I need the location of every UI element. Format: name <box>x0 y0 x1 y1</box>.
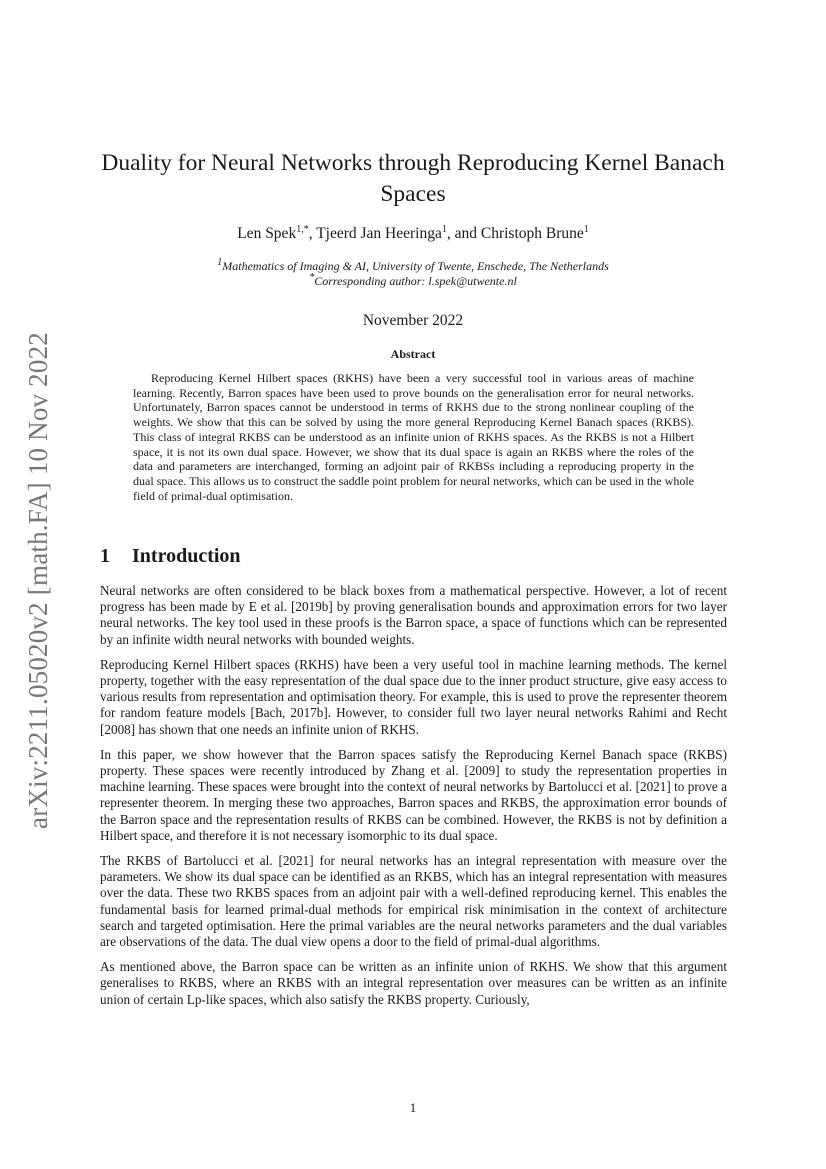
corresponding-author-line <box>88 274 738 289</box>
body-paragraph: In this paper, we show however that the Barron spaces satisfy the Reproducing Kernel Banach space (RKBS) property. These spaces were recently introduced by Zhang et al. [2009] to study the representation properties in machine learning. These spaces were brought into the context of neural networks by Bartolucci et al. [2021] to prove a representer theorem. In merging these two approaches, Barron spaces and RKBS, the approximation error bounds of the Barron space and the representation results of RKBS can be combined. However, the RKBS is not by definition a Hilbert space, and therefore it is not necessary isomorphic to its dual space. <box>100 746 727 843</box>
publication-date: November 2022 <box>362 312 464 329</box>
affiliation-mark: 1 <box>217 257 223 268</box>
corresponding-mark: * <box>309 272 315 283</box>
body-paragraph: As mentioned above, the Barron space can be written as an infinite union of RKHS. We show that this argument generalises to RKBS, where an RKBS with an integral representation over measures can be written as an infinite union of certain Lp-like spaces, which also satisfy the RKBS property. Curiously, <box>100 959 727 1007</box>
body-paragraph: Neural networks are often considered to be black boxes from a mathematical perspective. However, a lot of recent progress has been made by E et al. [2019b] by proving generalisation bounds and approximation errors for two layer neural networks. The key tool used in these proofs is the Barron space, a space of functions which can be represented by an infinite width neural networks with bounded weights. <box>100 583 727 647</box>
author-separator: , <box>308 225 317 242</box>
author-affiliation-mark: 1 <box>583 223 589 235</box>
author-affiliation-mark: 1 <box>441 223 447 235</box>
section-heading <box>100 545 241 568</box>
author-separator: , and <box>446 225 481 242</box>
affiliation-text: Mathematics of Imaging & AI, University of Twente, Enschede, The Netherlands <box>222 259 609 273</box>
arxiv-sidebar <box>18 310 58 850</box>
author-list <box>88 225 738 243</box>
affiliation-line <box>88 259 738 274</box>
author-name: Len Spek <box>237 225 297 242</box>
corresponding-author-text[interactable]: Corresponding author: l.spek@utwente.nl <box>314 274 517 288</box>
body-paragraph: Reproducing Kernel Hilbert spaces (RKHS) have been a very useful tool in machine learning methods. The kernel property, together with the easy representation of the dual space due to the inner product structure, give easy access to various results from representation and optimisation theory. For example, this is used to prove the representer theorem for random feature models [Bach, 2017b]. However, to consider full two layer neural networks Rahimi and Recht [2008] has shown that one needs an infinite union of RKHS. <box>100 656 727 737</box>
arxiv-identifier[interactable]: arXiv:2211.05020v2 [math.FA] 10 Nov 2022 <box>22 331 53 829</box>
author-name: Christoph Brune <box>480 225 584 242</box>
section-title: Introduction <box>132 545 241 567</box>
section-body <box>100 583 727 1017</box>
abstract-text: Reproducing Kernel Hilbert spaces (RKHS) have been a very successful tool in various areas of machine learning. Recently, Barron spaces have been used to prove bounds on the generalisation error for neural networks. Unfortunately, Barron spaces cannot be understood in terms of RKHS due to the strong nonlinear coupling of the weights. We show that this can be solved by using the more general Reproducing Kernel Banach spaces (RKBS). This class of integral RKBS can be understood as an infinite union of RKHS spaces. As the RKBS is not a Hilbert space, it is not its own dual space. However, we show that its dual space is again an RKBS where the roles of the data and parameters are interchanged, forming an adjoint pair of RKBSs including a reproducing property in the dual space. This allows us to construct the saddle point problem for neural networks, which can be used in the whole field of primal-dual optimisation. <box>133 371 694 503</box>
page-number: 1 <box>409 1100 417 1115</box>
author-affiliation-mark: 1,* <box>296 223 309 235</box>
author-name: Tjeerd Jan Heeringa <box>316 225 442 242</box>
abstract-heading: Abstract <box>390 347 436 361</box>
affiliation-block <box>88 259 738 289</box>
body-paragraph: The RKBS of Bartolucci et al. [2021] for neural networks has an integral representation with measure over the parameters. We show its dual space can be identified as an RKBS, which has an integral representation with measures over the data. These two RKBS spaces from an adjoint pair with a well-defined reproducing kernel. This enables the fundamental basis for learned primal-dual methods for empirical risk minimisation in the context of architecture search and targeted optimisation. Here the primal variables are the neural networks parameters and the dual variables are observations of the data. The dual view opens a door to the field of primal-dual algorithms. <box>100 853 727 950</box>
section-number: 1 <box>100 545 110 567</box>
paper-title: Duality for Neural Networks through Reproducing Kernel Banach Spaces <box>101 150 725 207</box>
